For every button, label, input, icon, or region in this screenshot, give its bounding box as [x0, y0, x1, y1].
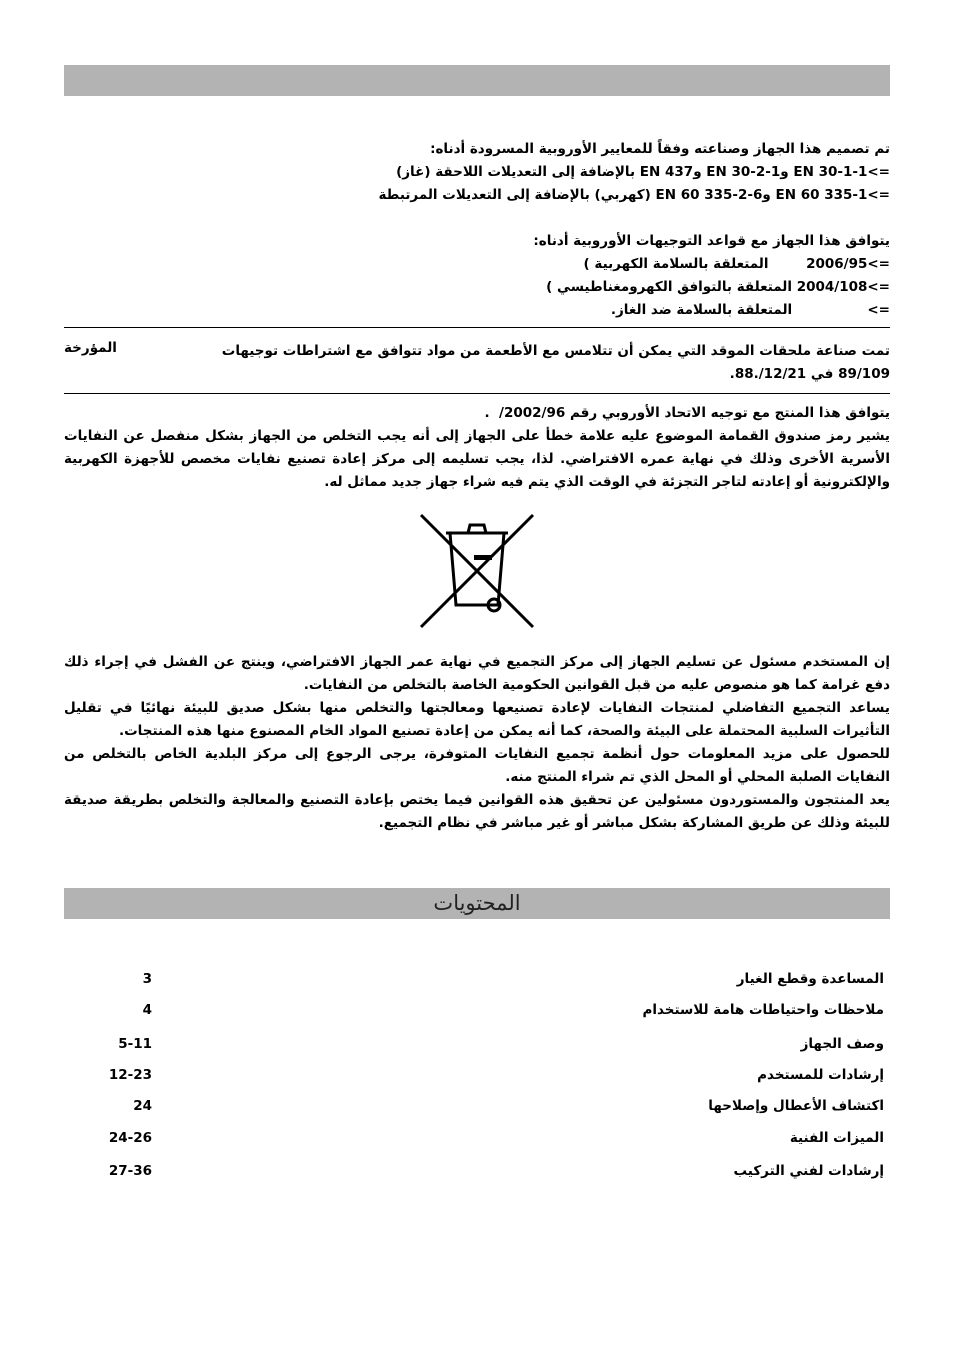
disposal-paragraph: يعد المنتجون والمستوردون مسئولين عن تحقيق هذه القوانين فيما يختص بإعادة التصنيع والمعالجة والتخلص بطريقة صديقة للبيئة وذلك عن طريق المشاركة بشكل مباشر أو غير مباشر في نظام التجميع.: [64, 792, 890, 831]
toc-page: 4: [142, 1002, 152, 1018]
toc-label: الميزات الفنية: [789, 1130, 884, 1146]
toc-label: وصف الجهاز: [800, 1036, 884, 1052]
toc-page: 12-23: [108, 1067, 152, 1083]
contents-title-bar: [64, 888, 890, 919]
standards-section: [64, 138, 890, 207]
toc-page: 27-36: [108, 1163, 152, 1179]
disposal-paragraph: يساعد التجميع التفاضلي لمنتجات النفايات لإعادة تصنيعها ومعالجتها والتخلص منها بشكل صديق للبيئة نهائيًا في تقليل التأثيرات السلبية المحتملة على البيئة والصحة، كما أنه يمكن من إعادة تصنيع المواد الخام المصنوع منها هذه المنتجات.: [64, 700, 890, 739]
header-bar: [64, 65, 890, 96]
toc-label: إرشادات لفني التركيب: [733, 1163, 884, 1179]
directive-electrical-safety: =>2006/95 المتعلقة بالسلامة الكهربية ): [583, 256, 890, 272]
disposal-section: [64, 651, 890, 835]
toc-label: اكتشاف الأعطال وإصلاحها: [708, 1098, 884, 1114]
toc-row[interactable]: [64, 1002, 890, 1026]
disposal-paragraph: للحصول على مزيد المعلومات حول أنظمة تجميع النفايات المتوفرة، يرجى الرجوع إلى مركز البلدية الخاص بالتخلص من النفايات الصلبة المحلي أو المحل الذي تم شراء المنتج منه.: [64, 746, 890, 785]
standards-intro: تم تصميم هذا الجهاز وصناعته وفقاً للمعايير الأوروبية المسرودة أدناه:: [430, 141, 890, 157]
toc-row[interactable]: [64, 1163, 890, 1187]
directive-emc: =>2004/108 المتعلقة بالتوافق الكهرومغناطيسي ): [546, 279, 890, 295]
toc-row[interactable]: [64, 1130, 890, 1154]
toc-page: 24-26: [108, 1130, 152, 1146]
toc-row[interactable]: [64, 1098, 890, 1122]
divider: [64, 393, 890, 394]
toc-page: 3: [142, 971, 152, 987]
toc-row[interactable]: [64, 1067, 890, 1091]
directives-intro: يتوافق هذا الجهاز مع قواعد التوجيهات الأوروبية أدناه:: [533, 233, 890, 249]
food-contact-note: تمت صناعة ملحقات الموقد التي يمكن أن تتلامس مع الأطعمة من مواد تتوافق مع اشتراطات توجيهات 89/109 في 12/21/.88.: [221, 343, 890, 382]
divider: [64, 327, 890, 328]
toc-label: المساعدة وقطع الغيار: [736, 971, 884, 987]
weee-paragraph: يشير رمز صندوق القمامة الموضوع عليه علامة خطأ على الجهاز إلى أنه يجب التخلص من الجهاز بشكل منفصل عن النفايات الأسرية الأخرى وذلك في نهاية عمره الافتراضي. لذا، يجب تسليمه إلى مركز إعادة تصنيع نفايات مخصص للأجهزة الكهربية والإلكترونية أو إعادته لتاجر التجزئة في الوقت الذي يتم فيه شراء جهاز جديد مماثل له.: [64, 428, 890, 490]
directive-gas-safety: => المتعلقة بالسلامة ضد الغاز.: [610, 302, 890, 318]
disposal-paragraph: إن المستخدم مسئول عن تسليم الجهاز إلى مركز التجميع في نهاية عمر الجهاز الافتراضي، وينتج عن الفشل في إجراء ذلك دفع غرامة كما هو منصوص عليه من قبل القوانين الحكومية الخاصة بالتخلص من النفايات.: [64, 654, 890, 693]
toc-row[interactable]: [64, 971, 890, 995]
toc-row[interactable]: [64, 1036, 890, 1060]
weee-section: [64, 402, 890, 494]
standards-line-gas: =>EN 30-1-1 وEN 30-2-1 وEN 437 بالإضافة إلى التعديلات اللاحقة (غاز): [396, 164, 890, 180]
contents-title: المحتويات: [433, 891, 521, 915]
toc-label: ملاحظات واحتياطات هامة للاستخدام: [642, 1002, 884, 1018]
crossed-out-wheelie-bin-icon: [418, 513, 536, 629]
weee-directive-line: يتوافق هذا المنتج مع توجيه الاتحاد الأوروبي رقم 2002/96/ .: [484, 405, 890, 421]
toc-label: إرشادات للمستخدم: [757, 1067, 884, 1083]
standards-line-electric: =>EN 60 335-1 وEN 60 335-2-6 (كهربي) بالإضافة إلى التعديلات المرتبطة: [378, 187, 890, 203]
directives-section: [64, 230, 890, 322]
toc-page: 24: [133, 1098, 152, 1114]
toc-page: 5-11: [118, 1036, 152, 1052]
date-label: المؤرخة: [64, 340, 117, 356]
